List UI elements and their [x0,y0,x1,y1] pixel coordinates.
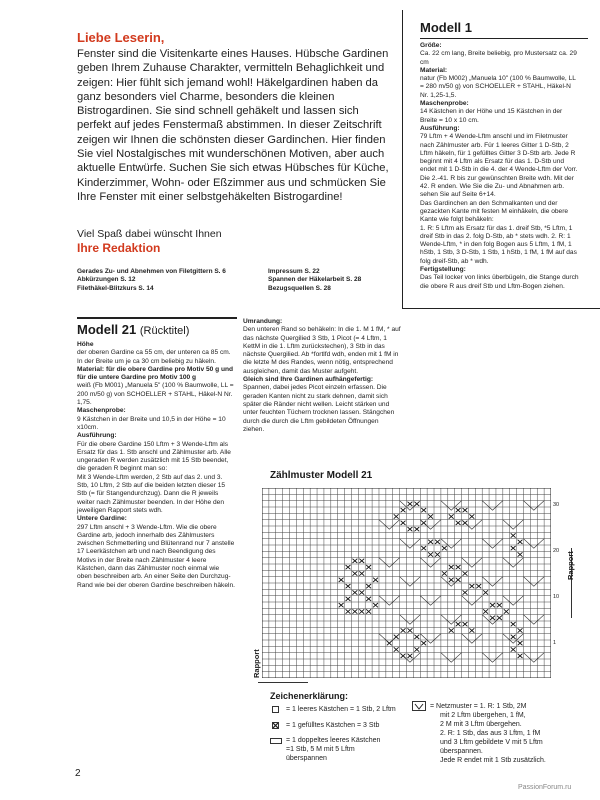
section-text: Spannen, dabei jedes Picot einzeln erfassen. Die geraden Kanten nicht zu stark dehnen, damit sich später die Ränder nicht wellen. Leicht stärken und unter feuchten Tüchern trocknen lassen. Stängchen durch die durch die Lftm gebildeten Öffnungen ziehen. [243,384,395,433]
section-heading: Höhe [77,341,94,348]
section-heading: Maschenprobe: [420,100,469,108]
section-heading: Fertigstellung: [420,266,466,274]
section-heading: Ausführung: [420,124,460,132]
row-label: 20 [553,548,560,554]
section-text: 297 Lftm anschl + 3 Wende-Lftm. Wie die obere Gardine arb, jedoch innerhalb des Zählmusters zwischen Schmetterling und Blütenrand nur 7 anstelle 17 Leerkästchen arb und nach Beendigung des Motivs in der Breite nach Zählmuster 4 leere Kästchen, dann das Zählmuster noch einmal wie oben beschreiben arb. An einer Seite den Durchzug-Rand wie bei der oberen Gardine beschreiben häkeln. [77,523,235,589]
counting-chart [262,488,551,678]
legend-title: Zeichenerklärung: [270,691,349,701]
intro-signature: Ihre Redaktion [77,241,161,255]
toc-left [77,268,262,293]
rapport-bracket [258,682,308,683]
filled-box-icon [272,722,279,729]
intro-closing: Viel Spaß dabei wünscht Ihnen [77,228,222,240]
toc-item: Bezugsquellen S. 28 [268,284,331,292]
section-text: natur (Fb M002) „Manuela 10" (100 % Baumwolle, LL = 280 m/50 g) von SCHOELLER + STAHL, Häkel-N Nr. 1,25-1,5. [420,75,576,99]
row-label: 30 [553,502,560,508]
chart-grid [262,488,551,678]
section-heading: Größe: [420,42,442,49]
legend-item: = 1 doppeltes leeres Kästchen [286,737,381,744]
section-text: 9 Kästchen in der Breite und 10,5 in der Höhe = 10 x10cm. [77,415,226,431]
section-heading: Gleich sind Ihre Gardinen aufhängefertig: [243,376,374,384]
divider [77,317,237,319]
section-text: Die 2.-41. R bis zur gewünschten Breite wdh. Mit der 42. R enden. Wie Sie die Zu- und Abnahmen arb. sehen Sie auf Seite 6+14. [420,174,574,199]
section-heading: Material: für die obere Gardine pro Motiv 50 g und für die untere Gardine pro Motiv 100 g [77,365,234,382]
section-heading: Ausführung: [77,432,117,440]
modell1-title: Modell 1 [420,20,473,35]
section-heading: Material: [420,66,448,74]
section-text: Ca. 22 cm lang, Breite beliebig, pro Mustersatz ca. 29 cm [420,50,577,66]
toc-item: Abkürzungen S. 12 [77,276,136,284]
net-pattern-line: = Netzmuster = 1. R: 1 Stb, 2M [430,703,527,710]
legend-item: =1 Stb, 5 M mit 5 Lftm [286,746,355,753]
toc-right [268,268,398,293]
section-text: 79 Lftm + 4 Wende-Lftm anschl und im Filetmuster nach Zählmuster arb. Für 1 leeres Gitter 1 D-Stb, 2 Lftm häkeln, für 1 gefülltes Gitter 3 D-Stb arb. Jede R beginnt mit 4 Lftm als Ersatz für das 1. D-Stb und endet mit 1 D-Stb in die 4. der 4 Wende-Lftm der Vorr. [420,133,578,174]
divider [420,38,588,39]
toc-item: Filethäkel-Blitzkurs S. 14 [77,284,154,292]
toc-item: Impressum S. 22 [268,268,320,275]
net-pattern-icon [412,701,426,711]
section-heading: Umrandung: [243,318,283,325]
row-label: 1 [553,640,557,646]
toc-item: Spannen der Häkelarbeit S. 28 [268,276,362,284]
section-text: Den unteren Rand so behäkeln: In die 1. M 1 fM, * auf das nächste Quergilied 3 Stb, 1 Picot (= 4 Lftm, 1 KettM in die 1. Lftm zurückstechen), 3 Stb in das nächste Quergilied. Ab *fortlfd wdh, enden mit 1 fM in die letzte M des Randes, wenn nötig, entsprechend ausgleichen, damit das Muster aufgeht. [243,326,401,375]
rapport-label-left: Rapport [252,649,261,678]
intro-greeting: Liebe Leserin, [77,30,165,45]
chart-title: Zählmuster Modell 21 [270,470,373,481]
net-pattern-line: und 3 Lftm gebildete V mit 5 Lftm [440,739,543,746]
net-pattern-line: 2 M mit 3 Lftm übergehen. [440,721,522,728]
section-text: Für die obere Gardine 150 Lftm + 3 Wende-Lftm als Ersatz für das 1. Stb anschl und Zählmuster arb. Alle ungeraden R werden zusätzlich mit 15 Stb beendet, die geraden R beginnt man so: [77,440,231,473]
legend-item: überspannen [286,755,327,762]
section-text: In der Breite um je ca 30 cm beliebig zu häkeln. [77,357,216,365]
section-text: 1. R: 5 Lftm als Ersatz für das 1. dreif Stb, *5 Lftm, 1 dreif Stb in das 2. folg D-Stb, ab * stets wdh. 2. R: 1 Wende-Lftm, * in den folg Bogen aus 5 Lftm, 1 fM, 1 hStb, 1 Stb, 3 D-Stb, 1 Stb, 1 hStb, 1 fM, 1 fM auf das folg dreif-Stb, ab * wdh. [420,224,577,265]
page-number: 2 [75,768,81,779]
double-box-icon [270,738,282,744]
net-pattern-line: mit 2 Lftm übergehen, 1 fM, [440,712,526,719]
legend-item: = 1 gefülltes Kästchen = 3 Stb [286,722,380,729]
empty-box-icon [272,706,279,713]
watermark: PassionForum.ru [518,784,572,791]
intro-paragraph: Fenster sind die Visitenkarte eines Hauses. Hübsche Gardinen geben Ihrem Zuhause Charakter, vermitteln Behaglichkeit und zeigen: Hier fühlt sich jemand wohl! Häkelgardinen haben da ganz besonders viel Charme, besonders die kleinen Bistrogardinen. Sie sind schnell gehäkelt und lassen sich perfekt auf jedes Fenstermaß abstimmen. In dieser Zeitschrift zeigen wir Ihnen die schönsten dieser Gardinchen. Hier finden Sie viel Nostalgisches mit wunderschönen Motiven, aber auch aktuelle Entwürfe. Suchen Sie sich etwas Hübsches für Küche, Kinderzimmer, Wohn- oder Eßzimmer aus und schmücken Sie Ihre Fenster mit einer selbstgehäkelten Bistrogardine! [77,48,389,203]
toc-item: Gerades Zu- und Abnehmen von Filetgittern S. 6 [77,268,226,275]
modell21-col1 [77,341,235,590]
section-text: der oberen Gardine ca 55 cm, der unteren ca 85 cm. [77,349,231,357]
net-pattern-line: überspannen. [440,748,483,755]
net-pattern-text [430,702,590,765]
row-label: 10 [553,594,560,600]
section-text: Mit 3 Wende-Lftm werden, 2 Stb auf das 2. und 3. Stb, 10 Lftm, 2 Stb auf die beiden letzten dieser 15 Stb (= für Stangendurchzug). Dann die R jeweils weiter nach Zählmuster beenden. In der Höhe den jeweiligen Rapport stets wdh. [77,473,226,514]
modell21-col2 [243,318,401,434]
modell21-heading [77,322,189,337]
modell1-text [420,42,580,291]
modell21-subtitle: (Rücktitel) [139,325,190,337]
legend-item: = 1 leeres Kästchen = 1 Stb, 2 Lftm [286,706,396,713]
section-text: weiß (Fb M001) „Manuela 5" (100 % Baumwolle, LL = 200 m/50 g) von SCHOELLER + STAHL, Häkel-N Nr. 1,75. [77,382,234,407]
net-pattern-line: Jede R endet mit 1 Stb zusätzlich. [440,757,546,764]
net-pattern-line: 2. R: 1 Stb, das aus 3 Lftm, 1 fM [440,730,541,737]
section-text: Das Gardinchen an den Schmalkanten und der gezackten Kante mit festen M einhäkeln, die obere Kante wie folgt behäkeln: [420,199,569,224]
modell21-title: Modell 21 [77,322,137,337]
section-heading: Maschenprobe: [77,407,126,415]
section-text: 14 Kästchen in der Höhe und 15 Kästchen in der Breite = 10 x 10 cm. [420,108,563,124]
section-text: Das Teil locker von links überbügeln, die Stange durch die obere R aus dreif Stb und Lftm-Bogen ziehen. [420,274,579,290]
rapport-label-right: Rapport [566,551,575,580]
section-heading: Untere Gardine: [77,515,127,523]
